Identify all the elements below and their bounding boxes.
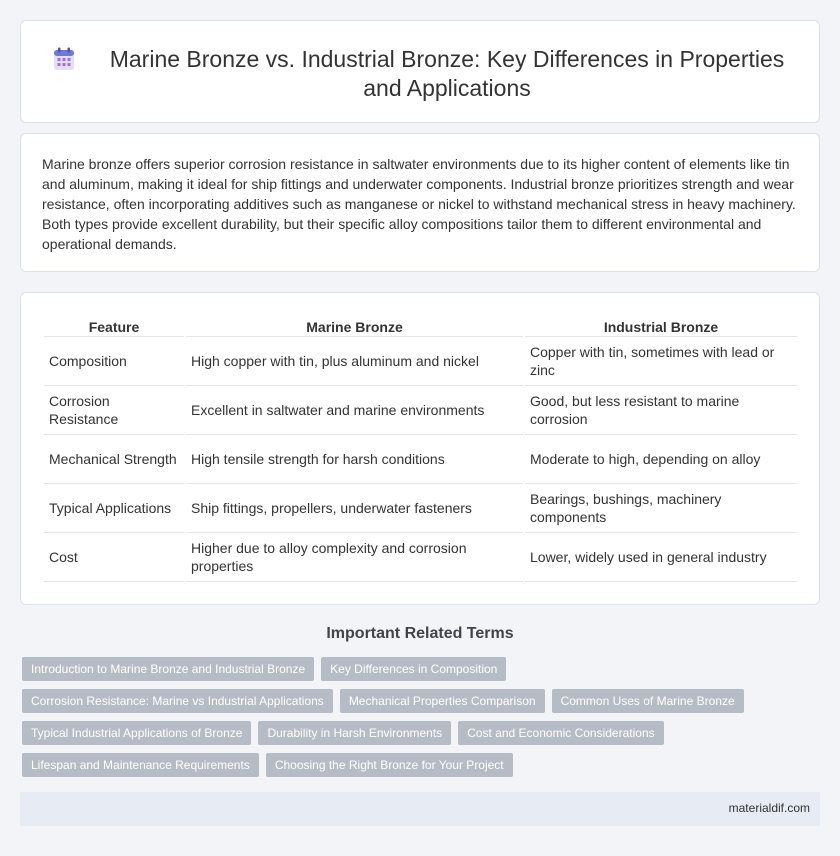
table-cell: Higher due to alloy complexity and corrosion properties (186, 533, 523, 582)
column-header-feature: Feature (44, 313, 184, 337)
related-term-tag[interactable]: Mechanical Properties Comparison (340, 689, 545, 713)
tag-row (22, 689, 822, 713)
calendar-icon (53, 47, 75, 71)
tag-row (22, 721, 822, 745)
page-title: Marine Bronze vs. Industrial Bronze: Key Differences in Properties and Applications (109, 46, 785, 101)
tag-row (22, 657, 822, 681)
tag-row (22, 753, 822, 777)
table-cell: Bearings, bushings, machinery components (525, 484, 797, 533)
header-card (20, 20, 820, 123)
table-cell: Typical Applications (44, 484, 184, 533)
related-terms-title: Important Related Terms (326, 625, 514, 642)
table-row (44, 484, 797, 533)
footer-site-name: materialdif.com (728, 801, 810, 815)
table-cell: Good, but less resistant to marine corrosion (525, 386, 797, 435)
table-cell: Copper with tin, sometimes with lead or zinc (525, 337, 797, 386)
table-row (44, 337, 797, 386)
table-cell: Cost (44, 533, 184, 582)
comparison-table (42, 313, 799, 582)
related-term-tag[interactable]: Choosing the Right Bronze for Your Project (266, 753, 513, 777)
related-term-tag[interactable]: Introduction to Marine Bronze and Industrial Bronze (22, 657, 314, 681)
column-header-industrial-bronze: Industrial Bronze (525, 313, 797, 337)
related-term-tag[interactable]: Durability in Harsh Environments (258, 721, 451, 745)
related-term-tag[interactable]: Typical Industrial Applications of Bronze (22, 721, 251, 745)
table-cell: High copper with tin, plus aluminum and nickel (186, 337, 523, 386)
table-header-row (44, 313, 797, 337)
table-cell: Excellent in saltwater and marine environments (186, 386, 523, 435)
column-header-marine-bronze: Marine Bronze (186, 313, 523, 337)
table-row (44, 533, 797, 582)
intro-paragraph: Marine bronze offers superior corrosion resistance in saltwater environments due to its higher content of elements like tin and aluminum, making it ideal for ship fittings and underwater components. Industrial bronze prioritizes strength and wear resistance, often incorporating additives such as manganese or nickel to withstand mechanical stress in heavy machinery. Both types provide excellent durability, but their specific alloy compositions tailor them to different environmental and operational demands. (42, 156, 796, 252)
table-cell: Lower, widely used in general industry (525, 533, 797, 582)
footer (20, 792, 820, 826)
related-term-tag[interactable]: Key Differences in Composition (321, 657, 506, 681)
table-cell: High tensile strength for harsh conditions (186, 435, 523, 484)
comparison-table-card (20, 292, 820, 605)
related-term-tag[interactable]: Cost and Economic Considerations (458, 721, 663, 745)
intro-card (20, 133, 820, 272)
related-term-tag[interactable]: Lifespan and Maintenance Requirements (22, 753, 259, 777)
table-cell: Mechanical Strength (44, 435, 184, 484)
table-row (44, 386, 797, 435)
table-cell: Moderate to high, depending on alloy (525, 435, 797, 484)
table-cell: Ship fittings, propellers, underwater fasteners (186, 484, 523, 533)
table-cell: Corrosion Resistance (44, 386, 184, 435)
related-term-tag[interactable]: Common Uses of Marine Bronze (552, 689, 744, 713)
table-row (44, 435, 797, 484)
related-term-tag[interactable]: Corrosion Resistance: Marine vs Industrial Applications (22, 689, 333, 713)
related-terms-tags (22, 657, 822, 785)
table-cell: Composition (44, 337, 184, 386)
